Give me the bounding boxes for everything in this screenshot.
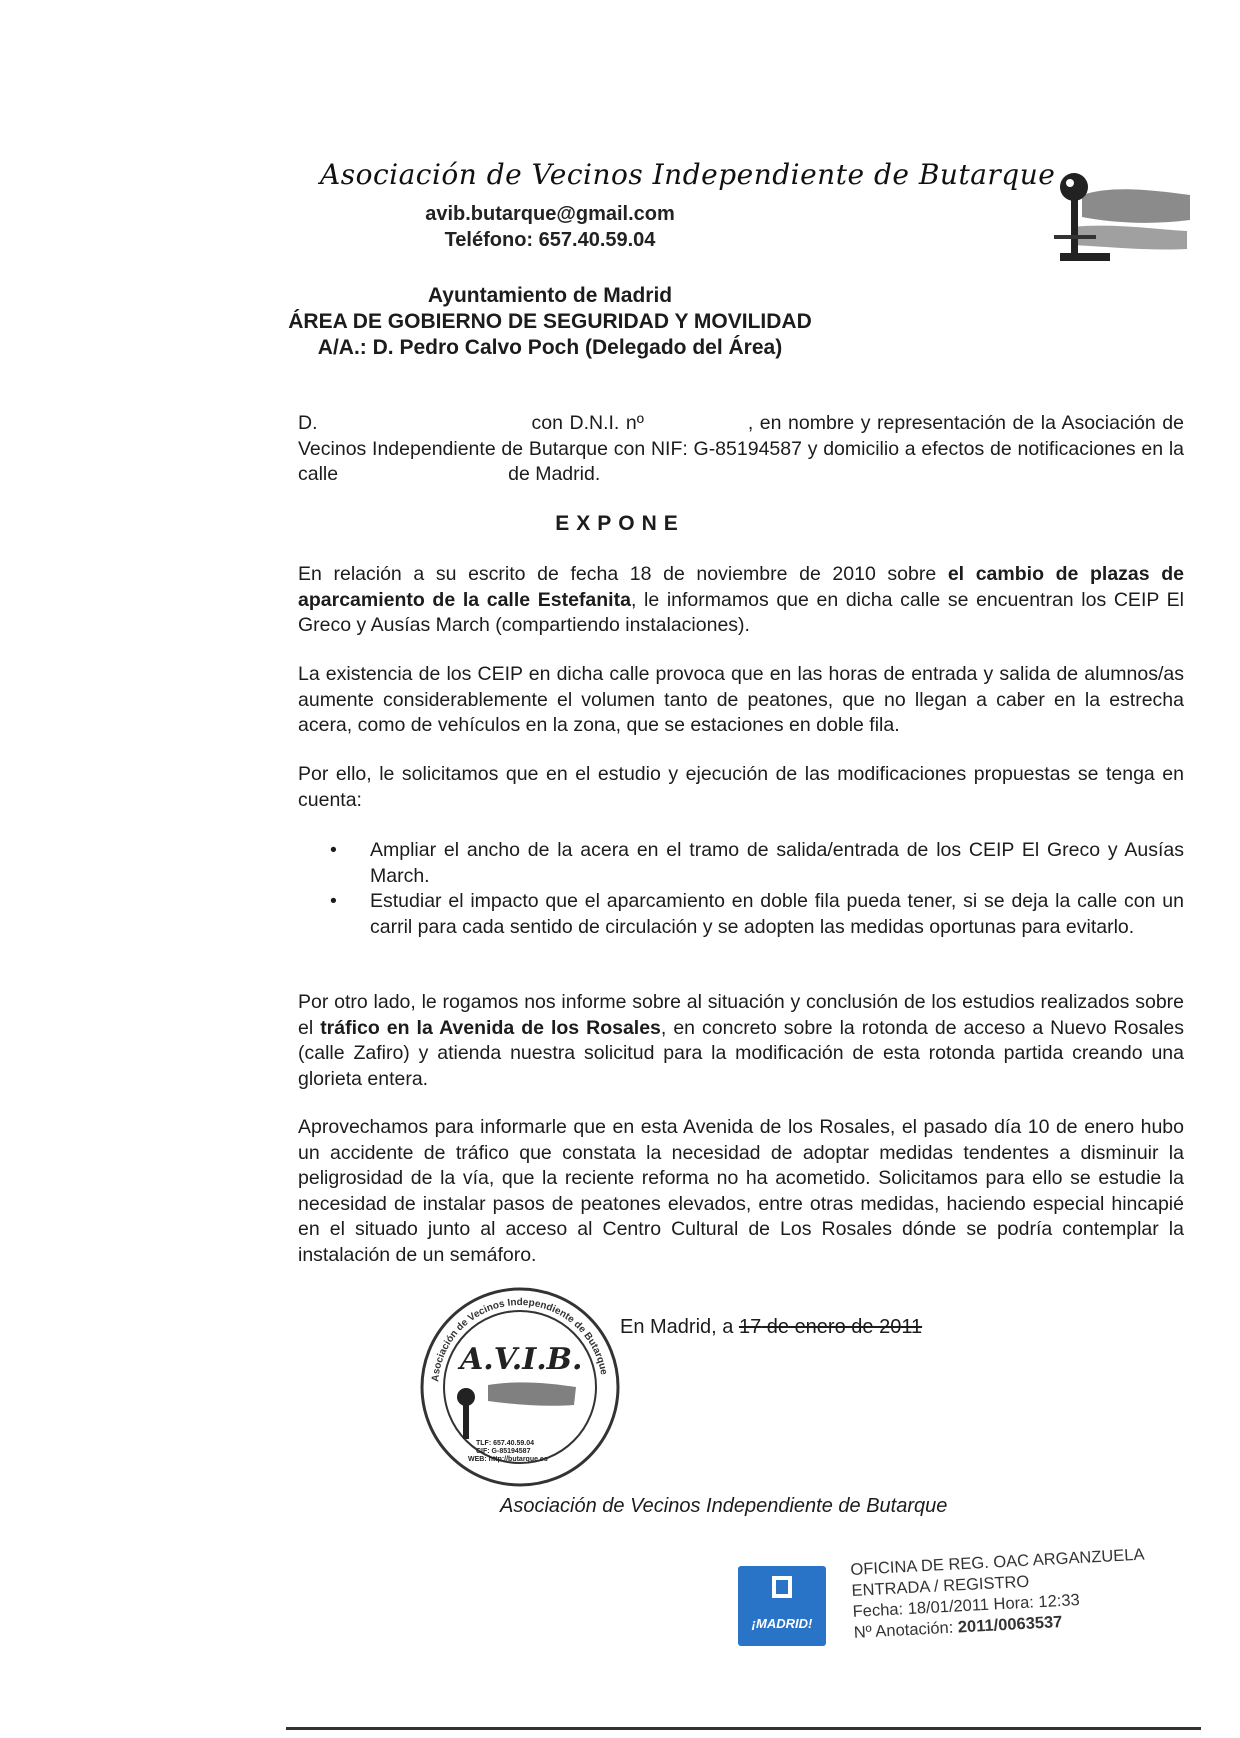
paragraph-1	[298, 562, 1184, 639]
paragraph-4-text-a: Por otro lado, le rogamos nos informe sobre al situación y conclusión de los estudios realizados sobre el	[298, 991, 1184, 1039]
expone-heading: EXPONE	[555, 512, 685, 535]
intro-paragraph	[298, 411, 1184, 488]
paragraph-2: La existencia de los CEIP en dicha calle provoca que en las horas de entrada y salida de alumnos/as aumente considerablemente el volumen tanto de peatones, que no llegan a caber en la estrecha acera, como de vehículos en la zona, que se estaciones en doble fila.	[298, 663, 1184, 736]
intro-d: D.	[298, 412, 318, 434]
seal-ring-text: Asociación de Vecinos Independiente de Butarque	[430, 1296, 610, 1383]
seal-web: WEB: http://butarque.es	[468, 1456, 548, 1463]
bullet-text-2: Estudiar el impacto que el aparcamiento en doble fila pueda tener, si se deja la calle con un carril para cada sentido de circulación y se adopten las medidas oportunas para evitarlo.	[370, 890, 1184, 938]
date-rest: de enero de 2011	[761, 1316, 923, 1338]
registry-stamp-text	[850, 1545, 1148, 1644]
date-day: 17	[738, 1316, 762, 1338]
seal-initials: A.V.I.B.	[460, 1342, 583, 1377]
registry-entry: ENTRADA / REGISTRO	[851, 1572, 1030, 1600]
intro-rest-1: , en nombre y representación de la Asociación de Vecinos Independiente de Butarque con NIF: G-85194587 y domicilio a efectos de notificaciones en la calle	[298, 412, 1184, 485]
recipient-line-1: Ayuntamiento de Madrid	[427, 284, 673, 307]
association-seal-stamp	[418, 1285, 623, 1490]
intro-rest-2: de Madrid.	[508, 463, 601, 485]
date-prefix: En Madrid, a	[620, 1316, 739, 1338]
madrid-crest-icon	[738, 1566, 826, 1646]
recipient-line-2: ÁREA DE GOBIERNO DE SEGURIDAD Y MOVILIDAD	[288, 310, 812, 333]
paragraph-4-bold: tráfico en la Avenida de los Rosales	[320, 1016, 661, 1039]
paragraph-5: Aprovechamos para informarle que en esta Avenida de los Rosales, el pasado día 10 de enero hubo un accidente de tráfico que constata la necesidad de adoptar medidas tendentes a disminuir la peligrosidad de la vía, que la reciente reforma no ha acometido. Solicitamos para ello se estudie la necesidad de instalar pasos de peatones elevados, entre otras medidas, haciendo especial hincapié en el situado junto al acceso al Centro Cultural de Los Rosales dónde se podría contemplar la instalación de un semáforo.	[298, 1116, 1184, 1266]
list-item	[330, 838, 1184, 889]
registry-office: OFICINA DE REG. OAC ARGANZUELA	[850, 1545, 1145, 1579]
bullet-dot-icon: •	[330, 839, 337, 861]
association-letterhead-title: Asociación de Vecinos Independiente de Butarque	[320, 158, 1056, 191]
registry-annotation-label: Nº Anotación:	[853, 1618, 954, 1642]
bullet-text-1: Ampliar el ancho de la acera en el tramo de salida/entrada de los CEIP El Greco y Ausías March.	[370, 839, 1184, 887]
registry-annotation-value: 2011/0063537	[957, 1612, 1063, 1637]
paragraph-1-text-c: , le informamos que en dicha calle se encuentran los CEIP El Greco y Ausías March (compartiendo instalaciones).	[298, 588, 1184, 636]
date-line	[620, 1316, 922, 1339]
bottom-rule	[286, 1727, 1201, 1730]
registry-time-label: Hora:	[993, 1593, 1035, 1614]
registry-date-label: Fecha:	[852, 1600, 904, 1621]
paragraph-1-bold: el cambio de plazas de aparcamiento de la calle Estefanita	[298, 563, 1184, 611]
paragraph-4	[298, 990, 1184, 1092]
association-email: avib.butarque@gmail.com	[425, 203, 675, 225]
association-logo-icon	[1052, 165, 1194, 265]
paragraph-3: Por ello, le solicitamos que en el estudio y ejecución de las modificaciones propuestas se tenga en cuenta:	[298, 763, 1184, 811]
bullet-dot-icon: •	[330, 890, 337, 912]
seal-phone: TLF: 657.40.59.04	[476, 1440, 534, 1447]
signature-line: Asociación de Vecinos Independiente de Butarque	[500, 1495, 948, 1517]
paragraph-4-text-c: , en concreto sobre la rotonda de acceso a Nuevo Rosales (calle Zafiro) y atienda nuestra solicitud para la modificación de esta rotonda partida creando una glorieta entera.	[298, 1016, 1184, 1090]
list-item	[330, 889, 1184, 940]
madrid-city-logo	[738, 1566, 826, 1646]
registry-date-value: 18/01/2011	[907, 1595, 990, 1619]
registry-time-value: 12:33	[1037, 1591, 1081, 1612]
madrid-logo-text: ¡MADRID!	[751, 1616, 813, 1631]
intro-dni: con D.N.I. nº	[531, 412, 644, 434]
seal-cif: CIF: G-85194587	[476, 1448, 531, 1455]
paragraph-1-text-a: En relación a su escrito de fecha 18 de noviembre de 2010 sobre	[298, 563, 948, 585]
recipient-line-3: A/A.: D. Pedro Calvo Poch (Delegado del Área)	[317, 336, 783, 359]
request-bullet-list	[330, 838, 1184, 940]
association-phone: Teléfono: 657.40.59.04	[444, 229, 656, 251]
